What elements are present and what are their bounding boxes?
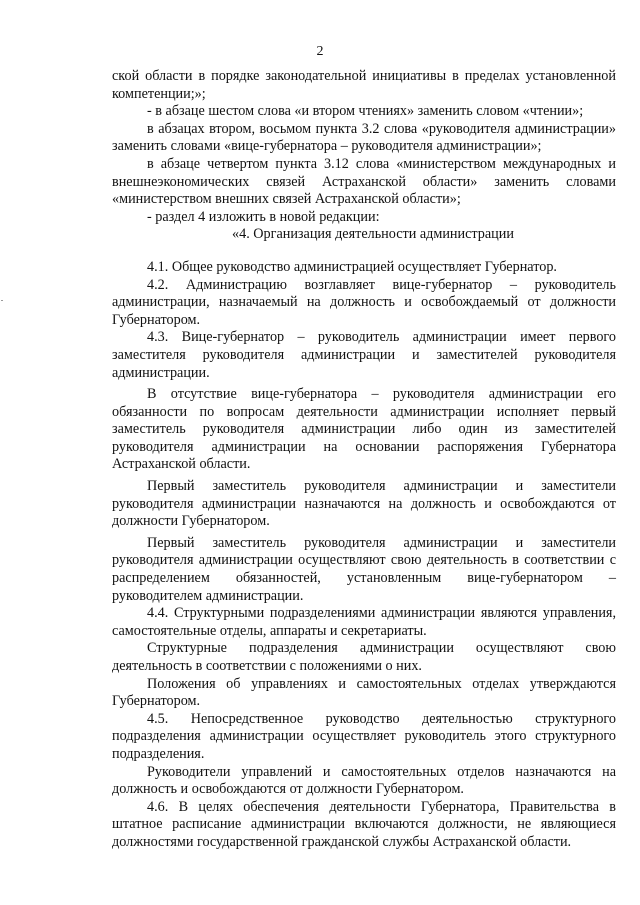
- paragraph-section-4-intro: - раздел 4 изложить в новой редакции:: [147, 208, 380, 225]
- paragraph-4-4: 4.4. Структурными подразделениями администрации являются управления, самостоятельные отделы, аппараты и секретариаты.: [112, 605, 616, 639]
- paragraph-4-3-appointment: Первый заместитель руководителя администрации и заместители руководителя администрации назначаются на должность и освобождаются от должности Губернатором.: [112, 478, 616, 530]
- paragraph-4-4-activity: Структурные подразделения администрации осуществляют свою деятельность в соответствии с положениями о них.: [112, 640, 616, 674]
- paragraph-amendment-3-12: в абзаце четвертом пункта 3.12 слова «министерством международных и внешнеэкономических связей Астраханской области» заменить словами «министерством внешних связей Астраханской области»;: [112, 155, 616, 208]
- paragraph-4-5: 4.5. Непосредственное руководство деятельностью структурного подразделения администрации осуществляет руководитель этого структурного подразделения.: [112, 710, 616, 762]
- paragraph-4-3: 4.3. Вице-губернатор – руководитель администрации имеет первого заместителя руководителя администрации и заместителей руководителя администрации.: [112, 329, 616, 381]
- document-body: [112, 68, 616, 852]
- page-number: 2: [316, 44, 324, 59]
- paragraph-amendment-chtenii: - в абзаце шестом слова «и втором чтениях» заменить словом «чтении»;: [147, 103, 584, 120]
- paragraph-4-1: 4.1. Общее руководство администрацией осуществляет Губернатор.: [147, 258, 557, 275]
- paragraph-4-4-regulations: Положения об управлениях и самостоятельных отделах утверждаются Губернатором.: [112, 675, 616, 710]
- paragraph-4-3-absence: В отсутствие вице-губернатора – руководителя администрации его обязанности по вопросам деятельности администрации исполняет первый заместитель руководителя администрации либо один из заместителей руководителя администрации на основании распоряжения Губернатора Астраханской области.: [112, 386, 616, 473]
- paragraph-amendment-3-2: в абзацах втором, восьмом пункта 3.2 слова «руководителя администрации» заменить словами «вице-губернатора – руководителя администрации»;: [112, 120, 616, 155]
- paragraph-continuation: ской области в порядке законодательной инициативы в пределах установленной компетенции;»;: [112, 68, 616, 102]
- paragraph-4-6: 4.6. В целях обеспечения деятельности Губернатора, Правительства в штатное расписание администрации включаются должности, не являющиеся должностями государственной гражданской службы Астраханской области.: [112, 798, 616, 850]
- paragraph-4-2: 4.2. Администрацию возглавляет вице-губернатор – руководитель администрации, назначаемый на должность и освобождаемый от должности Губернатором.: [112, 276, 616, 328]
- paragraph-4-5-heads: Руководители управлений и самостоятельных отделов назначаются на должность и освобождаются от должности Губернатором.: [112, 763, 616, 798]
- paragraph-4-3-duties: Первый заместитель руководителя администрации и заместители руководителя администрации осуществляют свою деятельность в соответствии с распределением обязанностей, установленным вице-губернатором – руководителем администрации.: [112, 534, 616, 604]
- section-heading: «4. Организация деятельности администрации: [232, 226, 514, 243]
- margin-mark: [1, 300, 3, 301]
